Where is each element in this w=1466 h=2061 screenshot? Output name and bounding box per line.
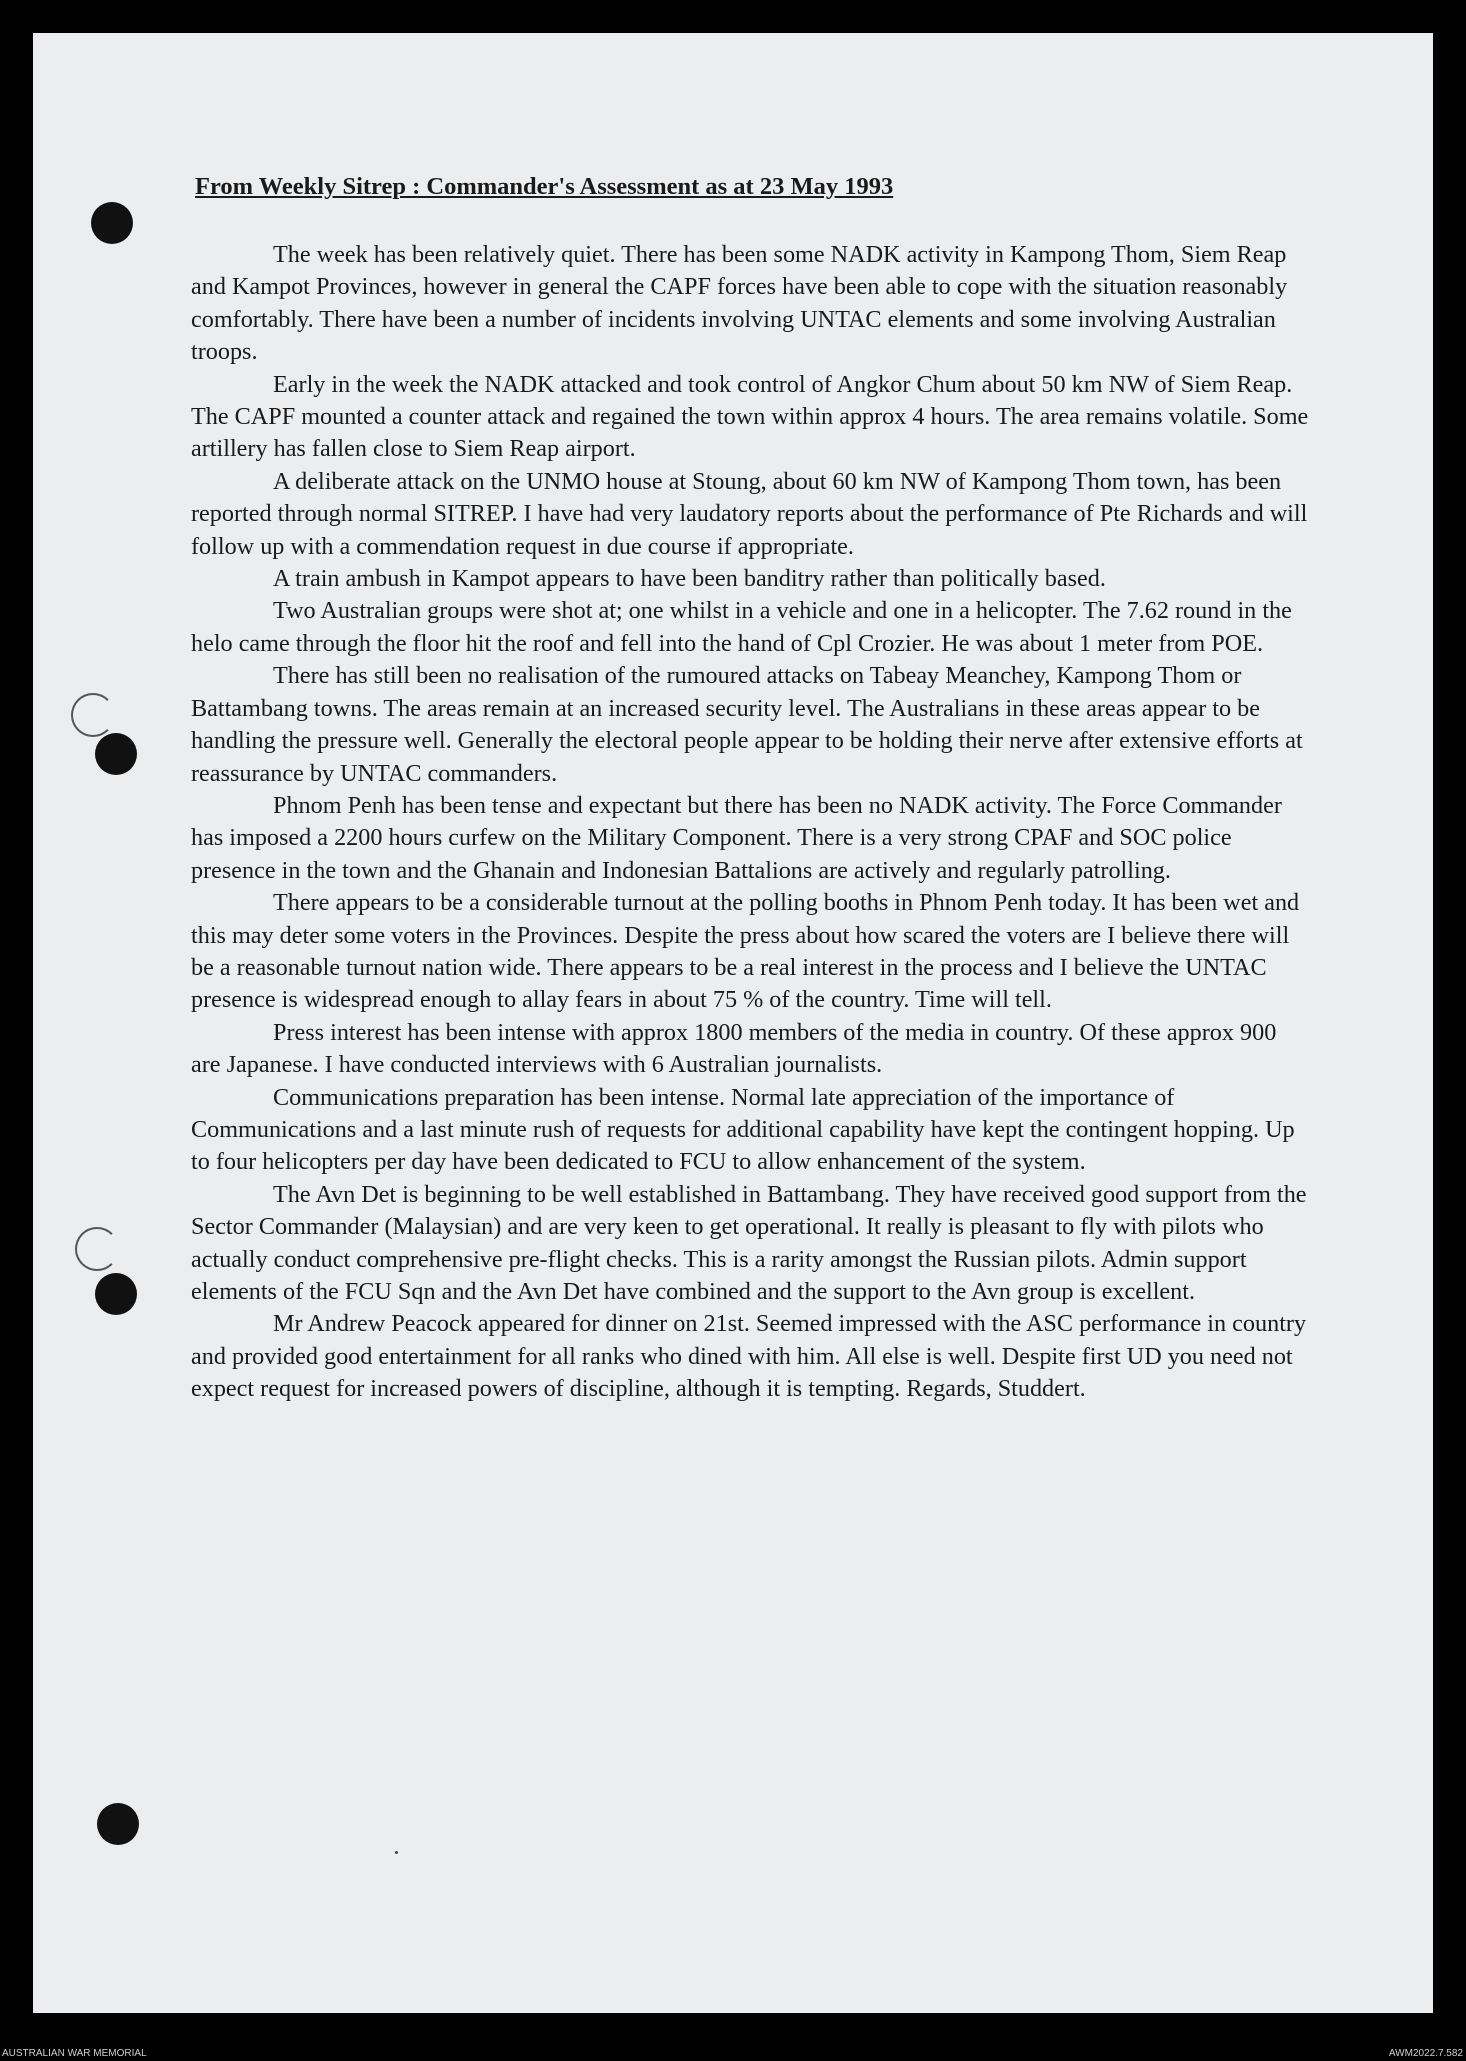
punch-hole-3 [95, 1273, 137, 1315]
punch-hole-4 [97, 1803, 139, 1845]
document-page [33, 33, 1433, 2013]
paragraph: There appears to be a considerable turnout at the polling booths in Phnom Penh today. It has been wet and this may deter some voters in the Provinces. Despite the press about how scared the voters are I believe there will be a reasonable turnout nation wide. There appears to be a real interest in the process and I believe the UNTAC presence is widespread enough to allay fears in about 75 % of the country. Time will tell. [191, 889, 1300, 1014]
punch-hole-ring-1 [71, 693, 115, 737]
paragraph: A train ambush in Kampot appears to have been banditry rather than politically based. [273, 565, 1106, 593]
paragraph: Communications preparation has been intense. Normal late appreciation of the importance of Communications and a last minute rush of requests for additional capability have kept the contingent hopping. Up to four helicopters per day have been dedicated to FCU to allow enhancement of the system. [191, 1083, 1295, 1176]
speck [395, 1851, 398, 1854]
paragraph: A deliberate attack on the UNMO house at Stoung, about 60 km NW of Kampong Thom town, has been reported through normal SITREP. I have had very laudatory reports about the performance of Pte Richards and will follow up with a commendation request in due course if appropriate. [191, 467, 1308, 560]
paragraph: Two Australian groups were shot at; one whilst in a vehicle and one in a helicopter. The 7.62 round in the helo came through the floor hit the roof and fell into the hand of Cpl Crozier. He was about 1 meter from POE. [191, 597, 1292, 657]
paragraph: Early in the week the NADK attacked and took control of Angkor Chum about 50 km NW of Siem Reap. The CAPF mounted a counter attack and regained the town within approx 4 hours. The area remains volatile. Some artillery has fallen close to Siem Reap airport. [191, 370, 1309, 463]
paragraph: Mr Andrew Peacock appeared for dinner on 21st. Seemed impressed with the ASC performance in country and provided good entertainment for all ranks who dined with him. All else is well. Despite first UD you need not expect request for increased powers of discipline, although it is tempting. Regards, Studdert. [191, 1310, 1307, 1403]
footer-reference: AWM2022.7.582 [1388, 2048, 1463, 2059]
paragraph: The Avn Det is beginning to be well established in Battambang. They have received good support from the Sector Commander (Malaysian) and are very keen to get operational. It really is pleasant to fly with pilots who actually conduct comprehensive pre-flight checks. This is a rarity amongst the Russian pilots. Admin support elements of the FCU Sqn and the Avn Det have combined and the support to the Avn group is excellent. [191, 1180, 1307, 1305]
paragraph: Phnom Penh has been tense and expectant but there has been no NADK activity. The Force Commander has imposed a 2200 hours curfew on the Military Component. There is a very strong CPAF and SOC police presence in the town and the Ghanain and Indonesian Battalions are actively and regularly patrolling. [191, 791, 1282, 884]
punch-hole-1 [91, 202, 133, 244]
document-heading: From Weekly Sitrep : Commander's Assessment as at 23 May 1993 [195, 173, 894, 200]
punch-hole-2 [95, 733, 137, 775]
punch-hole-ring-2 [75, 1227, 119, 1271]
paragraph: Press interest has been intense with approx 1800 members of the media in country. Of these approx 900 are Japanese. I have conducted interviews with 6 Australian journalists. [191, 1018, 1277, 1079]
document-body [191, 239, 1309, 1406]
footer-credit: AUSTRALIAN WAR MEMORIAL [2, 2048, 147, 2059]
paragraph: The week has been relatively quiet. There has been some NADK activity in Kampong Thom, Siem Reap and Kampot Provinces, however in general the CAPF forces have been able to cope with the situation reasonably comfortably. There have been a number of incidents involving UNTAC elements and some involving Australian troops. [191, 241, 1288, 366]
paragraph: There has still been no realisation of the rumoured attacks on Tabeay Meanchey, Kampong Thom or Battambang towns. The areas remain at an increased security level. The Australians in these areas appear to be handling the pressure well. Generally the electoral people appear to be holding their nerve after extensive efforts at reassurance by UNTAC commanders. [191, 662, 1303, 787]
